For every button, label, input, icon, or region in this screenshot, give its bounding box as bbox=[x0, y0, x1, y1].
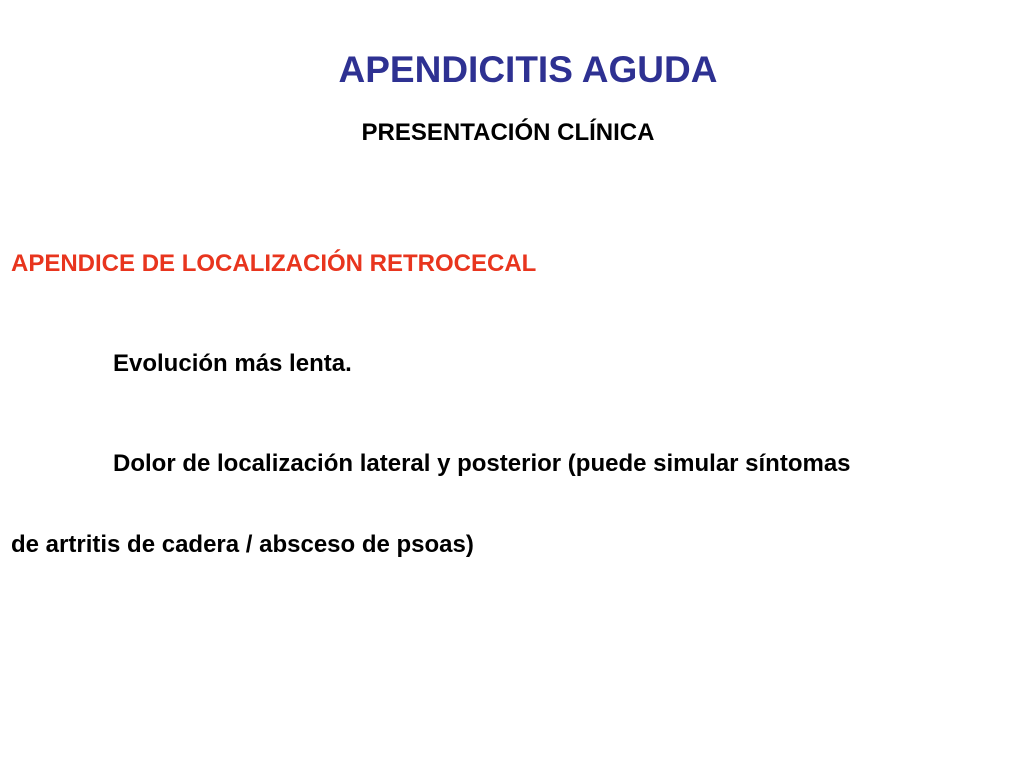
section-heading: APENDICE DE LOCALIZACIÓN RETROCECAL bbox=[11, 250, 537, 277]
slide-title: APENDICITIS AGUDA bbox=[338, 49, 718, 90]
slide-subtitle: PRESENTACIÓN CLÍNICA bbox=[361, 119, 655, 146]
body-line-pain-continuation: de artritis de cadera / absceso de psoas) bbox=[11, 531, 474, 558]
body-line-pain-location: Dolor de localización lateral y posterior (puede simular síntomas bbox=[113, 450, 851, 477]
body-line-evolution: Evolución más lenta. bbox=[113, 350, 352, 377]
